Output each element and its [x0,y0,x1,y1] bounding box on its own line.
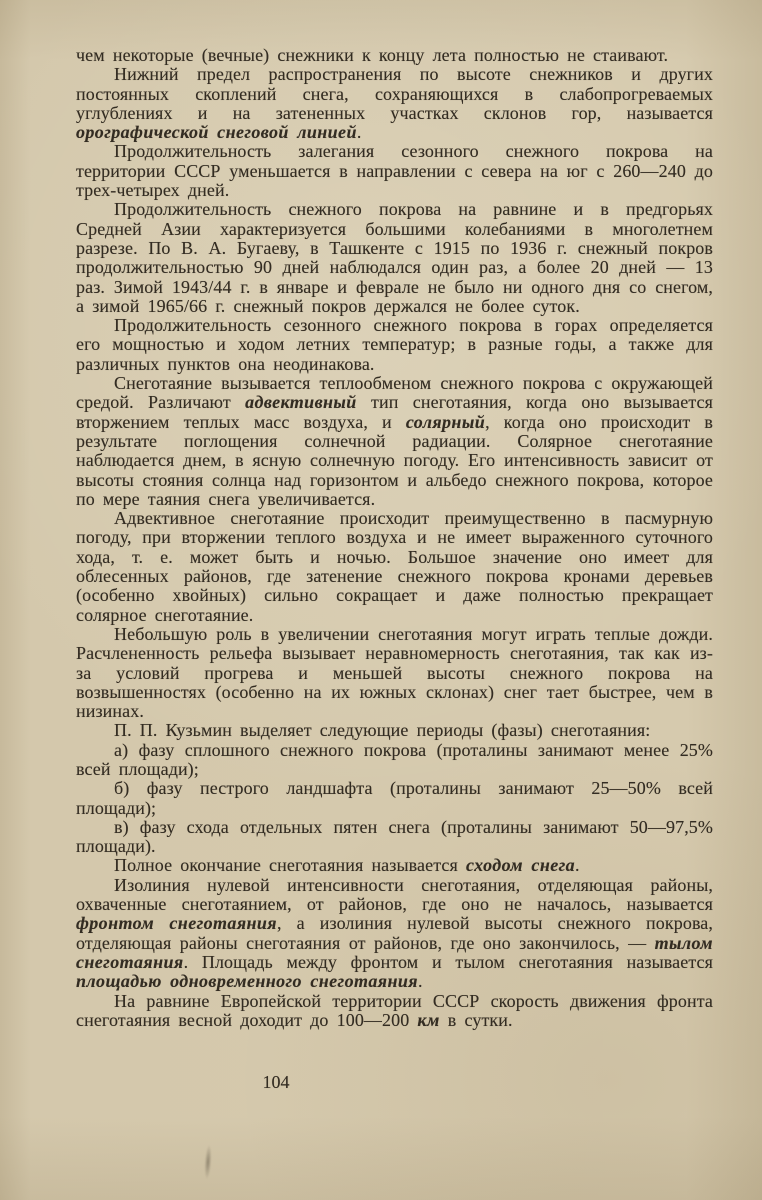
emphasized-term: тылом снеготаяния [76,932,713,972]
text-run: чем некоторые (вечные) снежники к концу лета полностью не стаивают. [76,45,669,65]
text-run: . [417,971,423,992]
paragraph [76,374,713,509]
text-run: Продолжительность сезонного снежного покрова в горах определяется его мощностью и ходом летних температур; в разные годы, а также для различных пунктов она неодинакова. [76,315,713,374]
paragraph [76,509,713,625]
text-run: Небольшую роль в увеличении снеготаяния могут играть теплые дожди. Расчлененность рельефа вызывает неравномерность снеготаяния, так как из-за условий прогрева и меньшей высоты снежного покрова на возвышенностях (особенно на их южных склонах) снег тает быстрее, чем в низинах. [76,623,713,722]
text-run: Продолжительность залегания сезонного снежного покрова на территории СССР уменьшается в направлении с севера на юг с 260—240 до трех-четырех дней. [76,141,713,201]
paragraph [76,779,713,818]
ink-smudge [201,1138,214,1187]
text-run: Полное окончание снеготаяния называется [114,855,466,876]
emphasized-term: адвективный [245,392,357,413]
text-run: Изолиния нулевой интенсивности снеготаяния, отделяющая районы, охваченные снеготаянием, от районов, где оно не началось, называется [76,874,713,915]
text-run: . [356,122,362,143]
emphasized-term: км [417,1009,440,1030]
paragraph [76,818,713,857]
text-run: Продолжительность снежного покрова на равнине и в предгорьях Средней Азии характеризуется большими колебаниями в многолетнем разрезе. По В. А. Бугаеву, в Ташкенте с 1915 по 1936 г. снежный покров продолжительностью 90 дней наблюдался один раз, а более 20 дней — 13 раз. Зимой 1943/44 г. в январе и феврале не было ни одного дня со снегом, а зимой 1965/66 г. снежный покров держался не более суток. [76,199,713,316]
paragraph [76,721,713,740]
emphasized-term: фронтом снеготаяния [76,913,277,934]
text-run: Снеготаяние вызывается теплообменом снежного покрова с окружающей средой. Различают [76,373,713,413]
text-run: тип снеготаяния, когда оно вызывается вторжением теплых масс воздуха, и [76,392,713,432]
text-run: , а изолиния нулевой высоты снежного покрова, отделяющая районы снеготаяния от районов, где оно закончилось, — [76,913,713,953]
emphasized-term: сходом снега [465,855,576,876]
paragraph [76,316,713,374]
text-run: . [575,855,580,876]
emphasized-term: площадью одновременного снеготаяния [76,971,418,992]
page-text [76,46,713,1030]
paragraph [76,876,713,992]
text-run: б) фазу пестрого ландшафта (проталины занимают 25—50% всей площади); [76,778,713,818]
text-run: , когда оно происходит в результате поглощения солнечной радиации. Солярное снеготаяние наблюдается днем, в ясную солнечную погоду. Его интенсивность зависит от высоты стояния солнца над горизонтом и альбедо снежного покрова, которое по мере таяния снега увеличивается. [76,411,714,509]
paragraph [76,142,713,200]
paragraph [76,992,713,1031]
page-number: 104 [262,1072,290,1092]
emphasized-term: солярный [405,411,486,432]
text-run: в) фазу схода отдельных пятен снега (проталины занимают 50—97,5% площади). [76,816,713,857]
text-run: П. П. Кузьмин выделяет следующие периоды (фазы) снеготаяния: [114,720,651,741]
text-run: Нижний предел распространения по высоте снежников и других постоянных скоплений снега, сохраняющихся в слабопрогреваемых углублениях и на затененных участках склонов гор, называется [76,64,713,123]
paragraph [76,46,713,65]
text-run: в сутки. [439,1009,513,1030]
paragraph [76,65,713,142]
text-run: а) фазу сплошного снежного покрова (проталины занимают менее 25% всей площади); [76,739,713,779]
text-run: . Площадь между фронтом и тылом снеготаяния называется [183,951,713,972]
emphasized-term: орографической снеговой линией [76,122,357,143]
paragraph [76,200,713,316]
text-run: На равнине Европейской территории СССР скорость движения фронта снеготаяния весной доходит до 100—200 [76,990,713,1030]
paragraph [76,741,713,780]
paragraph [76,856,713,875]
text-run: Адвективное снеготаяние происходит преимущественно в пасмурную погоду, при вторжении теплого воздуха и не имеет выраженного суточного хода, т. е. может быть и ночью. Большое значение оно имеет для облесенных районов, где затенение снежного покрова кронами деревьев (особенно хвойных) сильно сокращает и даже полностью прекращает солярное снеготаяние. [76,508,713,625]
paragraph [76,625,713,721]
